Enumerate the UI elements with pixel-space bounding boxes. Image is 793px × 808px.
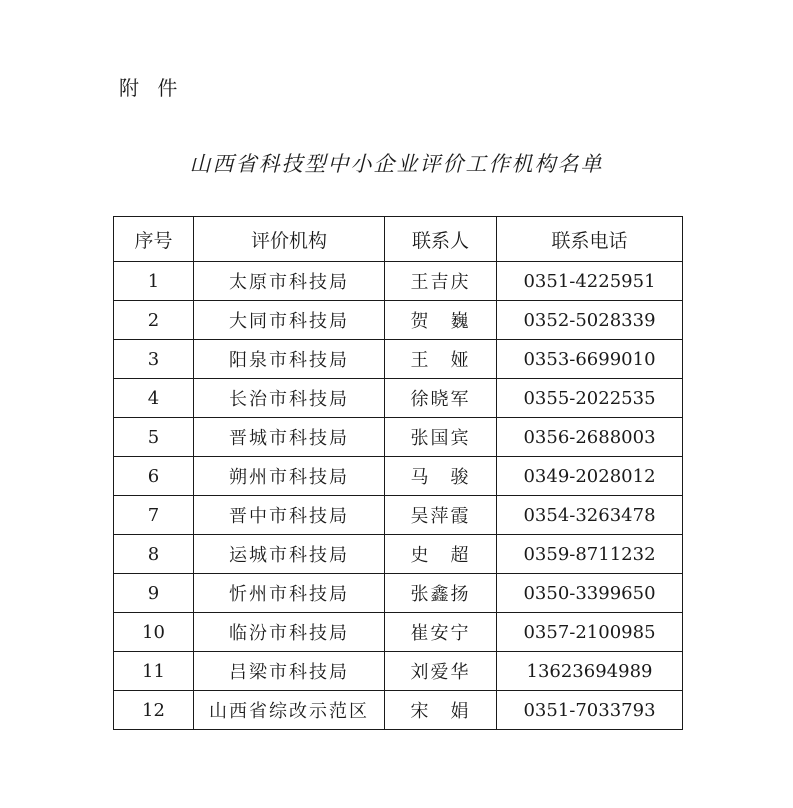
- table-row: [114, 301, 683, 340]
- table-row: [114, 574, 683, 613]
- institution-name: 山西省综改示范区: [194, 691, 385, 730]
- contact-person: 王吉庆: [385, 262, 497, 301]
- table-row: [114, 691, 683, 730]
- contact-person: 徐晓军: [385, 379, 497, 418]
- serial-number: 2: [114, 301, 194, 340]
- table-row: [114, 262, 683, 301]
- table-header-row: [114, 217, 683, 262]
- contact-person: 史 超: [385, 535, 497, 574]
- phone-number: 0349-2028012: [497, 457, 683, 496]
- contact-person: 张鑫扬: [385, 574, 497, 613]
- contact-person: 崔安宁: [385, 613, 497, 652]
- institution-name: 晋城市科技局: [194, 418, 385, 457]
- serial-number: 12: [114, 691, 194, 730]
- institution-name: 晋中市科技局: [194, 496, 385, 535]
- table-row: [114, 535, 683, 574]
- phone-number: 0354-3263478: [497, 496, 683, 535]
- phone-number: 0357-2100985: [497, 613, 683, 652]
- phone-number: 0351-7033793: [497, 691, 683, 730]
- table-row: [114, 652, 683, 691]
- institution-name: 阳泉市科技局: [194, 340, 385, 379]
- phone-number: 0356-2688003: [497, 418, 683, 457]
- institution-name: 吕梁市科技局: [194, 652, 385, 691]
- phone-number: 13623694989: [497, 652, 683, 691]
- header-phone: 联系电话: [497, 217, 683, 262]
- table-row: [114, 496, 683, 535]
- serial-number: 11: [114, 652, 194, 691]
- contact-person: 吴萍霞: [385, 496, 497, 535]
- contact-person: 刘爱华: [385, 652, 497, 691]
- attachment-label: 附 件: [119, 76, 184, 100]
- serial-number: 5: [114, 418, 194, 457]
- header-serial-number: 序号: [114, 217, 194, 262]
- serial-number: 7: [114, 496, 194, 535]
- phone-number: 0355-2022535: [497, 379, 683, 418]
- institution-name: 大同市科技局: [194, 301, 385, 340]
- serial-number: 6: [114, 457, 194, 496]
- phone-number: 0350-3399650: [497, 574, 683, 613]
- serial-number: 9: [114, 574, 194, 613]
- serial-number: 10: [114, 613, 194, 652]
- institution-name: 运城市科技局: [194, 535, 385, 574]
- contact-person: 张国宾: [385, 418, 497, 457]
- evaluation-institution-table: [113, 216, 683, 730]
- phone-number: 0353-6699010: [497, 340, 683, 379]
- serial-number: 1: [114, 262, 194, 301]
- serial-number: 4: [114, 379, 194, 418]
- institution-name: 太原市科技局: [194, 262, 385, 301]
- header-institution: 评价机构: [194, 217, 385, 262]
- table-row: [114, 457, 683, 496]
- header-contact: 联系人: [385, 217, 497, 262]
- phone-number: 0351-4225951: [497, 262, 683, 301]
- table-row: [114, 418, 683, 457]
- table-row: [114, 379, 683, 418]
- institution-name: 长治市科技局: [194, 379, 385, 418]
- table-row: [114, 613, 683, 652]
- institution-name: 临汾市科技局: [194, 613, 385, 652]
- document-title: 山西省科技型中小企业评价工作机构名单: [189, 152, 604, 176]
- phone-number: 0352-5028339: [497, 301, 683, 340]
- contact-person: 马 骏: [385, 457, 497, 496]
- table-row: [114, 340, 683, 379]
- institution-name: 忻州市科技局: [194, 574, 385, 613]
- contact-person: 宋 娟: [385, 691, 497, 730]
- phone-number: 0359-8711232: [497, 535, 683, 574]
- contact-person: 王 娅: [385, 340, 497, 379]
- serial-number: 3: [114, 340, 194, 379]
- serial-number: 8: [114, 535, 194, 574]
- contact-person: 贺 巍: [385, 301, 497, 340]
- institution-name: 朔州市科技局: [194, 457, 385, 496]
